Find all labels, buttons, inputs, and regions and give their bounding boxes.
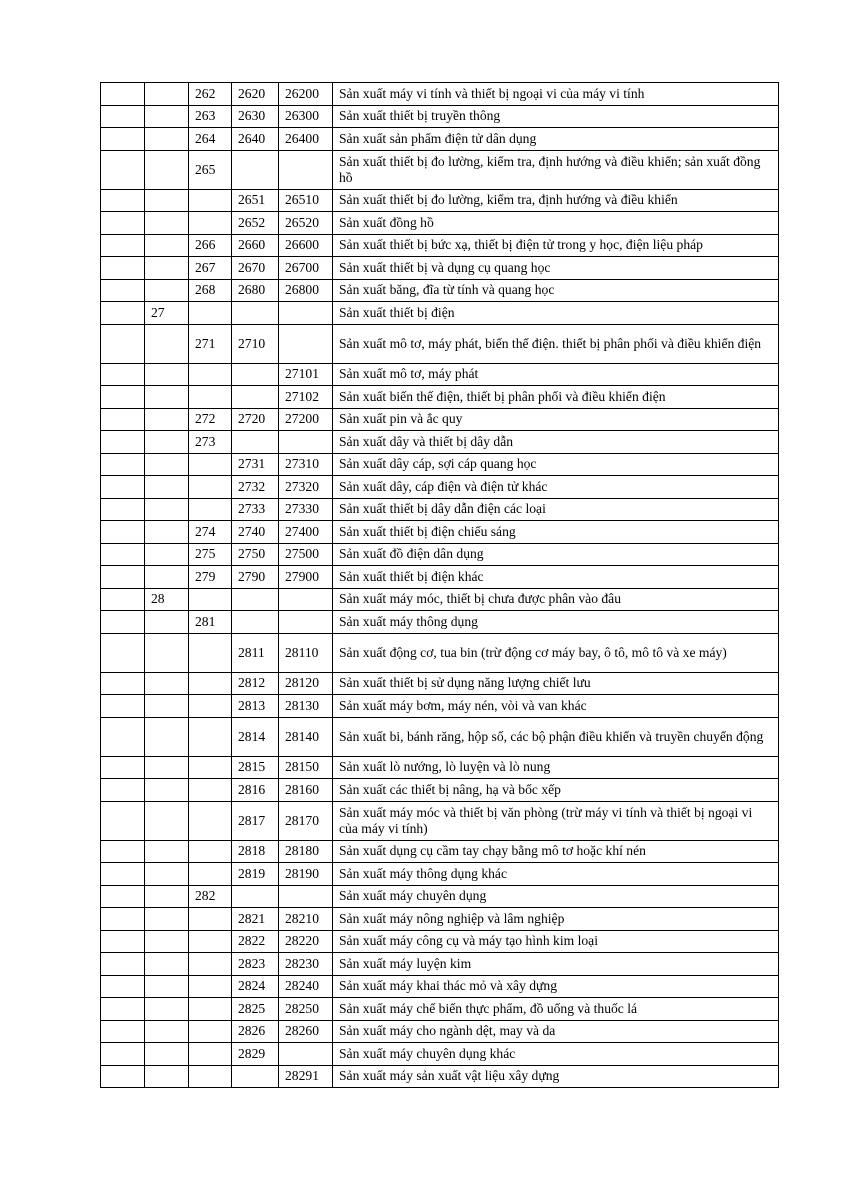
level2-code-cell — [145, 840, 189, 863]
level1-code-cell — [101, 588, 145, 611]
industry-name-cell: Sản xuất thiết bị điện chiếu sáng — [333, 521, 779, 544]
level3-code-cell — [189, 695, 232, 718]
level1-code-cell — [101, 953, 145, 976]
level2-code-cell — [145, 611, 189, 634]
level3-code-cell — [189, 498, 232, 521]
table-row — [101, 756, 779, 779]
level1-code-cell — [101, 695, 145, 718]
level4-code-cell: 2680 — [232, 279, 279, 302]
level1-code-cell — [101, 476, 145, 499]
level2-code-cell — [145, 779, 189, 802]
industry-name-cell: Sản xuất động cơ, tua bin (trừ động cơ máy bay, ô tô, mô tô và xe máy) — [333, 633, 779, 672]
industry-code-table — [100, 82, 779, 1088]
level1-code-cell — [101, 212, 145, 235]
level5-code-cell: 27101 — [279, 363, 333, 386]
level2-code-cell — [145, 83, 189, 106]
level1-code-cell — [101, 150, 145, 189]
level1-code-cell — [101, 1020, 145, 1043]
level1-code-cell — [101, 234, 145, 257]
level3-code-cell: 281 — [189, 611, 232, 634]
level5-code-cell: 28190 — [279, 863, 333, 886]
level4-code-cell: 2813 — [232, 695, 279, 718]
industry-name-cell: Sản xuất dây, cáp điện và điện tử khác — [333, 476, 779, 499]
level2-code-cell: 28 — [145, 588, 189, 611]
level5-code-cell: 27330 — [279, 498, 333, 521]
table-row — [101, 498, 779, 521]
industry-name-cell: Sản xuất các thiết bị nâng, hạ và bốc xếp — [333, 779, 779, 802]
level4-code-cell: 2825 — [232, 998, 279, 1021]
level2-code-cell — [145, 930, 189, 953]
table-body — [101, 83, 779, 1088]
level3-code-cell — [189, 756, 232, 779]
level2-code-cell — [145, 543, 189, 566]
level4-code-cell — [232, 150, 279, 189]
level3-code-cell: 267 — [189, 257, 232, 280]
level4-code-cell: 2670 — [232, 257, 279, 280]
industry-name-cell: Sản xuất bi, bánh răng, hộp số, các bộ phận điều khiển và truyền chuyển động — [333, 717, 779, 756]
table-row — [101, 453, 779, 476]
level2-code-cell — [145, 408, 189, 431]
industry-name-cell: Sản xuất mô tơ, máy phát, biến thế điện. thiết bị phân phối và điều khiển điện — [333, 324, 779, 363]
level2-code-cell — [145, 953, 189, 976]
level4-code-cell: 2652 — [232, 212, 279, 235]
level3-code-cell: 282 — [189, 885, 232, 908]
level2-code-cell — [145, 476, 189, 499]
level1-code-cell — [101, 257, 145, 280]
level5-code-cell — [279, 885, 333, 908]
level5-code-cell — [279, 324, 333, 363]
industry-name-cell: Sản xuất thiết bị đo lường, kiểm tra, định hướng và điều khiển — [333, 189, 779, 212]
level4-code-cell: 2651 — [232, 189, 279, 212]
level2-code-cell — [145, 234, 189, 257]
level4-code-cell: 2620 — [232, 83, 279, 106]
level2-code-cell — [145, 324, 189, 363]
level4-code-cell: 2829 — [232, 1043, 279, 1066]
level4-code-cell: 2733 — [232, 498, 279, 521]
industry-name-cell: Sản xuất thiết bị điện — [333, 302, 779, 325]
industry-name-cell: Sản xuất đồng hồ — [333, 212, 779, 235]
table-row — [101, 717, 779, 756]
level3-code-cell: 273 — [189, 431, 232, 454]
industry-name-cell: Sản xuất thiết bị truyền thông — [333, 105, 779, 128]
level1-code-cell — [101, 840, 145, 863]
level5-code-cell: 27900 — [279, 566, 333, 589]
table-row — [101, 953, 779, 976]
level3-code-cell — [189, 386, 232, 409]
industry-name-cell: Sản xuất máy công cụ và máy tạo hình kim loại — [333, 930, 779, 953]
level1-code-cell — [101, 863, 145, 886]
industry-name-cell: Sản xuất máy cho ngành dệt, may và da — [333, 1020, 779, 1043]
level3-code-cell — [189, 212, 232, 235]
level2-code-cell — [145, 363, 189, 386]
level4-code-cell: 2640 — [232, 128, 279, 151]
level3-code-cell — [189, 672, 232, 695]
level2-code-cell — [145, 431, 189, 454]
industry-name-cell: Sản xuất máy chuyên dụng — [333, 885, 779, 908]
table-row — [101, 1065, 779, 1088]
level1-code-cell — [101, 543, 145, 566]
table-row — [101, 840, 779, 863]
level5-code-cell: 27310 — [279, 453, 333, 476]
level1-code-cell — [101, 633, 145, 672]
table-row — [101, 408, 779, 431]
level5-code-cell: 28230 — [279, 953, 333, 976]
industry-name-cell: Sản xuất biến thế điện, thiết bị phân phối và điều khiển điện — [333, 386, 779, 409]
table-row — [101, 801, 779, 840]
level5-code-cell: 28220 — [279, 930, 333, 953]
industry-name-cell: Sản xuất máy chuyên dụng khác — [333, 1043, 779, 1066]
level4-code-cell: 2750 — [232, 543, 279, 566]
level1-code-cell — [101, 998, 145, 1021]
level4-code-cell — [232, 611, 279, 634]
industry-name-cell: Sản xuất đồ điện dân dụng — [333, 543, 779, 566]
level2-code-cell — [145, 498, 189, 521]
level1-code-cell — [101, 386, 145, 409]
table-row — [101, 150, 779, 189]
level2-code-cell — [145, 975, 189, 998]
table-row — [101, 279, 779, 302]
level2-code-cell — [145, 863, 189, 886]
industry-name-cell: Sản xuất thiết bị điện khác — [333, 566, 779, 589]
level5-code-cell: 27400 — [279, 521, 333, 544]
industry-name-cell: Sản xuất máy thông dụng khác — [333, 863, 779, 886]
level1-code-cell — [101, 756, 145, 779]
level4-code-cell: 2823 — [232, 953, 279, 976]
table-row — [101, 779, 779, 802]
level1-code-cell — [101, 521, 145, 544]
level4-code-cell: 2732 — [232, 476, 279, 499]
level4-code-cell: 2818 — [232, 840, 279, 863]
level2-code-cell — [145, 386, 189, 409]
level1-code-cell — [101, 611, 145, 634]
level4-code-cell — [232, 1065, 279, 1088]
level2-code-cell — [145, 717, 189, 756]
table-row — [101, 566, 779, 589]
level4-code-cell: 2811 — [232, 633, 279, 672]
table-row — [101, 588, 779, 611]
level4-code-cell: 2815 — [232, 756, 279, 779]
level2-code-cell — [145, 453, 189, 476]
level5-code-cell — [279, 302, 333, 325]
level4-code-cell: 2720 — [232, 408, 279, 431]
table-row — [101, 476, 779, 499]
level3-code-cell — [189, 453, 232, 476]
table-row — [101, 543, 779, 566]
industry-name-cell: Sản xuất máy móc và thiết bị văn phòng (trừ máy vi tính và thiết bị ngoại vi của máy vi tính) — [333, 801, 779, 840]
level4-code-cell: 2660 — [232, 234, 279, 257]
level5-code-cell — [279, 431, 333, 454]
level2-code-cell — [145, 672, 189, 695]
level4-code-cell — [232, 386, 279, 409]
level3-code-cell — [189, 975, 232, 998]
industry-name-cell: Sản xuất máy khai thác mỏ và xây dựng — [333, 975, 779, 998]
level5-code-cell: 28140 — [279, 717, 333, 756]
level4-code-cell: 2819 — [232, 863, 279, 886]
table-row — [101, 863, 779, 886]
level3-code-cell: 265 — [189, 150, 232, 189]
industry-name-cell: Sản xuất thiết bị sử dụng năng lượng chiết lưu — [333, 672, 779, 695]
level4-code-cell: 2822 — [232, 930, 279, 953]
level5-code-cell — [279, 611, 333, 634]
table-row — [101, 431, 779, 454]
industry-name-cell: Sản xuất máy luyện kim — [333, 953, 779, 976]
level4-code-cell: 2826 — [232, 1020, 279, 1043]
table-row — [101, 105, 779, 128]
level4-code-cell: 2816 — [232, 779, 279, 802]
table-row — [101, 930, 779, 953]
table-row — [101, 885, 779, 908]
level5-code-cell: 28160 — [279, 779, 333, 802]
level1-code-cell — [101, 566, 145, 589]
industry-name-cell: Sản xuất dây và thiết bị dây dẫn — [333, 431, 779, 454]
level2-code-cell — [145, 1020, 189, 1043]
level5-code-cell: 27102 — [279, 386, 333, 409]
level5-code-cell: 26200 — [279, 83, 333, 106]
industry-name-cell: Sản xuất dây cáp, sợi cáp quang học — [333, 453, 779, 476]
level2-code-cell — [145, 908, 189, 931]
industry-name-cell: Sản xuất dụng cụ cầm tay chạy bằng mô tơ hoặc khí nén — [333, 840, 779, 863]
level1-code-cell — [101, 302, 145, 325]
table-row — [101, 521, 779, 544]
level2-code-cell — [145, 1065, 189, 1088]
level4-code-cell: 2740 — [232, 521, 279, 544]
table-row — [101, 998, 779, 1021]
level1-code-cell — [101, 408, 145, 431]
level4-code-cell: 2710 — [232, 324, 279, 363]
level4-code-cell: 2790 — [232, 566, 279, 589]
level3-code-cell — [189, 779, 232, 802]
level3-code-cell — [189, 998, 232, 1021]
level1-code-cell — [101, 324, 145, 363]
level2-code-cell — [145, 885, 189, 908]
level3-code-cell: 268 — [189, 279, 232, 302]
industry-name-cell: Sản xuất máy vi tính và thiết bị ngoại vi của máy vi tính — [333, 83, 779, 106]
level4-code-cell: 2821 — [232, 908, 279, 931]
level5-code-cell: 27500 — [279, 543, 333, 566]
table-row — [101, 672, 779, 695]
level4-code-cell — [232, 431, 279, 454]
level1-code-cell — [101, 801, 145, 840]
level4-code-cell: 2812 — [232, 672, 279, 695]
level3-code-cell: 266 — [189, 234, 232, 257]
level1-code-cell — [101, 885, 145, 908]
industry-name-cell: Sản xuất máy nông nghiệp và lâm nghiệp — [333, 908, 779, 931]
level4-code-cell: 2824 — [232, 975, 279, 998]
level1-code-cell — [101, 1043, 145, 1066]
level3-code-cell: 274 — [189, 521, 232, 544]
level3-code-cell — [189, 476, 232, 499]
level2-code-cell — [145, 128, 189, 151]
level5-code-cell: 26400 — [279, 128, 333, 151]
level3-code-cell — [189, 633, 232, 672]
level5-code-cell: 28120 — [279, 672, 333, 695]
industry-name-cell: Sản xuất lò nướng, lò luyện và lò nung — [333, 756, 779, 779]
industry-name-cell: Sản xuất máy móc, thiết bị chưa được phân vào đâu — [333, 588, 779, 611]
table-row — [101, 212, 779, 235]
level3-code-cell — [189, 363, 232, 386]
level5-code-cell: 28240 — [279, 975, 333, 998]
level1-code-cell — [101, 717, 145, 756]
table-row — [101, 257, 779, 280]
industry-name-cell: Sản xuất sản phẩm điện tử dân dụng — [333, 128, 779, 151]
level3-code-cell — [189, 930, 232, 953]
level4-code-cell: 2630 — [232, 105, 279, 128]
level2-code-cell — [145, 756, 189, 779]
table-row — [101, 695, 779, 718]
table-row — [101, 1020, 779, 1043]
level5-code-cell: 28291 — [279, 1065, 333, 1088]
level3-code-cell: 264 — [189, 128, 232, 151]
level4-code-cell: 2817 — [232, 801, 279, 840]
level1-code-cell — [101, 83, 145, 106]
level2-code-cell — [145, 1043, 189, 1066]
level2-code-cell — [145, 695, 189, 718]
table-row — [101, 386, 779, 409]
table-row — [101, 633, 779, 672]
table-row — [101, 234, 779, 257]
level1-code-cell — [101, 672, 145, 695]
level2-code-cell — [145, 521, 189, 544]
level3-code-cell — [189, 801, 232, 840]
level1-code-cell — [101, 1065, 145, 1088]
level4-code-cell: 2814 — [232, 717, 279, 756]
industry-name-cell: Sản xuất máy sản xuất vật liệu xây dựng — [333, 1065, 779, 1088]
industry-name-cell: Sản xuất thiết bị dây dẫn điện các loại — [333, 498, 779, 521]
level1-code-cell — [101, 128, 145, 151]
level3-code-cell — [189, 840, 232, 863]
level5-code-cell — [279, 1043, 333, 1066]
industry-name-cell: Sản xuất pin và ắc quy — [333, 408, 779, 431]
level2-code-cell — [145, 212, 189, 235]
level2-code-cell — [145, 633, 189, 672]
level5-code-cell — [279, 150, 333, 189]
level2-code-cell — [145, 189, 189, 212]
industry-name-cell: Sản xuất thiết bị và dụng cụ quang học — [333, 257, 779, 280]
level3-code-cell: 279 — [189, 566, 232, 589]
table-row — [101, 128, 779, 151]
level5-code-cell: 26600 — [279, 234, 333, 257]
level5-code-cell: 26510 — [279, 189, 333, 212]
level1-code-cell — [101, 930, 145, 953]
level4-code-cell — [232, 363, 279, 386]
level3-code-cell — [189, 1065, 232, 1088]
level5-code-cell: 28260 — [279, 1020, 333, 1043]
level3-code-cell — [189, 863, 232, 886]
level3-code-cell: 262 — [189, 83, 232, 106]
industry-name-cell: Sản xuất thiết bị bức xạ, thiết bị điện tử trong y học, điện liệu pháp — [333, 234, 779, 257]
level5-code-cell: 28130 — [279, 695, 333, 718]
level3-code-cell: 272 — [189, 408, 232, 431]
level3-code-cell — [189, 908, 232, 931]
level2-code-cell — [145, 998, 189, 1021]
level1-code-cell — [101, 189, 145, 212]
industry-name-cell: Sản xuất máy thông dụng — [333, 611, 779, 634]
table-row — [101, 908, 779, 931]
level1-code-cell — [101, 975, 145, 998]
level5-code-cell: 27320 — [279, 476, 333, 499]
level5-code-cell: 28150 — [279, 756, 333, 779]
level5-code-cell: 26800 — [279, 279, 333, 302]
level5-code-cell: 27200 — [279, 408, 333, 431]
industry-name-cell: Sản xuất thiết bị đo lường, kiểm tra, định hướng và điều khiển; sản xuất đồng hồ — [333, 150, 779, 189]
level3-code-cell: 263 — [189, 105, 232, 128]
level1-code-cell — [101, 779, 145, 802]
level3-code-cell — [189, 1043, 232, 1066]
level2-code-cell — [145, 566, 189, 589]
level5-code-cell: 28180 — [279, 840, 333, 863]
level5-code-cell: 28170 — [279, 801, 333, 840]
level3-code-cell — [189, 953, 232, 976]
table-row — [101, 363, 779, 386]
industry-name-cell: Sản xuất máy bơm, máy nén, vòi và van khác — [333, 695, 779, 718]
level5-code-cell: 26520 — [279, 212, 333, 235]
level5-code-cell: 28250 — [279, 998, 333, 1021]
level5-code-cell: 28210 — [279, 908, 333, 931]
industry-name-cell: Sản xuất băng, đĩa từ tính và quang học — [333, 279, 779, 302]
level3-code-cell: 271 — [189, 324, 232, 363]
level3-code-cell — [189, 302, 232, 325]
level2-code-cell — [145, 150, 189, 189]
level1-code-cell — [101, 279, 145, 302]
industry-name-cell: Sản xuất mô tơ, máy phát — [333, 363, 779, 386]
level3-code-cell: 275 — [189, 543, 232, 566]
level2-code-cell: 27 — [145, 302, 189, 325]
level2-code-cell — [145, 279, 189, 302]
level2-code-cell — [145, 257, 189, 280]
level5-code-cell: 26700 — [279, 257, 333, 280]
level4-code-cell: 2731 — [232, 453, 279, 476]
level1-code-cell — [101, 363, 145, 386]
level2-code-cell — [145, 801, 189, 840]
level3-code-cell — [189, 189, 232, 212]
level1-code-cell — [101, 105, 145, 128]
table-row — [101, 611, 779, 634]
level4-code-cell — [232, 885, 279, 908]
table-row — [101, 975, 779, 998]
level4-code-cell — [232, 302, 279, 325]
table-row — [101, 189, 779, 212]
level2-code-cell — [145, 105, 189, 128]
level4-code-cell — [232, 588, 279, 611]
industry-name-cell: Sản xuất máy chế biến thực phẩm, đồ uống và thuốc lá — [333, 998, 779, 1021]
level3-code-cell — [189, 588, 232, 611]
level1-code-cell — [101, 453, 145, 476]
level5-code-cell — [279, 588, 333, 611]
table-row — [101, 83, 779, 106]
table-row — [101, 302, 779, 325]
level5-code-cell: 26300 — [279, 105, 333, 128]
level5-code-cell: 28110 — [279, 633, 333, 672]
table-row — [101, 324, 779, 363]
level1-code-cell — [101, 908, 145, 931]
table-row — [101, 1043, 779, 1066]
level1-code-cell — [101, 498, 145, 521]
level3-code-cell — [189, 717, 232, 756]
level1-code-cell — [101, 431, 145, 454]
level3-code-cell — [189, 1020, 232, 1043]
